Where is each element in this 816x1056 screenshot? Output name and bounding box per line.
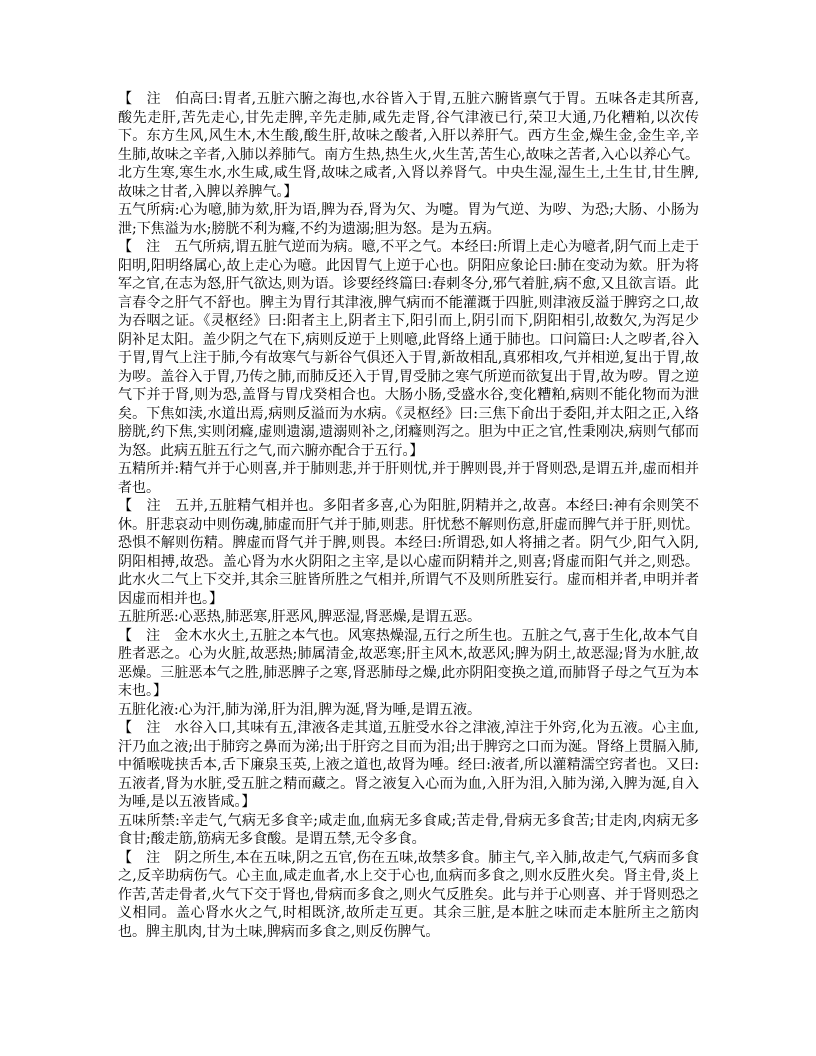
main-five-zang-fluids: 五脏化液:心为汗,肺为涕,肝为泪,脾为涎,肾为唾,是谓五液。 <box>118 701 481 718</box>
annotation-five-flavor-prohibitions: 【 注 阴之所生,本在五味,阴之五官,伤在五味,故禁多食。肺主气,辛入肺,故走气,气病而多食之,反辛助病伤气。心主血,咸走血者,水上交于心也,血病而多食之,则水反胜火矣。肾主骨,炎上作苦,苦走骨者,火气下交于肾也,骨病而多食之,则火气反胜矣。此与并于心则喜、并于肾则恐之义相同。盖心肾水火之气,时相既济,故所走互更。其余三脏,是本脏之味而走本脏所主之筋肉也。脾主肌肉,甘为土味,脾病而多食之,则反伤脾气。 <box>118 849 699 940</box>
annotation-five-zang-fluids: 【 注 水谷入口,其味有五,津液各走其道,五脏受水谷之津液,淖注于外窍,化为五液。心主血,汗乃血之液;出于肺窍之鼻而为涕;出于肝窍之目而为泪;出于脾窍之口而为涎。肾络上贯膈入肺,中循喉咙挟舌本,舌下廉泉玉英,上液之道也,故肾为唾。经曰:液者,所以灌精濡空窍者也。又曰:五液者,肾为水脏,受五脏之精而藏之。肾之液复入心而为血,入肝为泪,入肺为涕,入脾为涎,自入为唾,是以五液皆咸。】 <box>118 720 699 810</box>
annotation-five-essences-converge: 【 注 五并,五脏精气相并也。多阳者多喜,心为阳脏,阴精并之,故喜。本经曰:神有余则笑不休。肝悲哀动中则伤魂,肺虚而肝气并于肺,则悲。肝忧愁不解则伤意,肝虚而脾气并于肝,则忧。恐惧不解则伤精。脾虚而肾气并于脾,则畏。本经曰:所谓恐,如人将捕之者。阴气少,阳气入阴,阴阳相搏,故恐。盖心肾为水火阴阳之主宰,是以心虚而阴精并之,则喜;肾虚而阳气并之,则恐。此水火二气上下交并,其余三脏皆所胜之气相并,所谓气不及则所胜妄行。虚而相并者,申明并者因虚而相并也。】 <box>118 498 699 607</box>
annotation-five-qi-diseases: 【 注 五气所病,谓五脏气逆而为病。噫,不平之气。本经曰:所谓上走心为噫者,阴气而上走于阳明,阳明络属心,故上走心为噫。此因胃气上逆于心也。阴阳应象论曰:肺在变动为欬。肝为将军之官,在志为怒,肝气欲达,则为语。诊要经终篇曰:春刺冬分,邪气着脏,病不愈,又且欲言语。此言春令之肝气不舒也。脾主为胃行其津液,脾气病而不能灌溉于四脏,则津液反溢于脾窍之口,故为吞咽之证。《灵枢经》曰:阳者主上,阴者主下,阳引而上,阴引而下,阴阳相引,故数欠,为泻足少阴补足太阳。盖少阴之气在下,病则反逆于上则噫,此肾络上通于肺也。口问篇曰:人之哕者,谷入于胃,胃气上注于肺,今有故寒气与新谷气俱还入于胃,新故相乱,真邪相攻,气并相逆,复出于胃,故为哕。盖谷入于胃,乃传之肺,而肺反还入于胃,胃受肺之寒气所逆而欲复出于胃,故为哕。胃之逆气下并于肾,则为恐,盖肾与胃戊癸相合也。大肠小肠,受盛水谷,变化糟粕,病则不能化物而为泄矣。下焦如渎,水道出焉,病则反溢而为水病。《灵枢经》曰:三焦下俞出于委阳,并太阳之正,入络膀胱,约下焦,实则闭癃,虚则遗溺,遗溺则补之,闭癃则泻之。胆为中正之官,性秉刚决,病则气郁而为怒。此病五脏五行之气,而六腑亦配合于五行。】 <box>118 239 699 459</box>
main-five-flavor-prohibitions: 五味所禁:辛走气,气病无多食辛;咸走血,血病无多食咸;苦走骨,骨病无多食苦;甘走肉,肉病无多食甘;酸走筋,筋病无多食酸。是谓五禁,无令多食。 <box>118 812 699 847</box>
main-five-qi-diseases: 五气所病:心为噫,肺为欬,肝为语,脾为吞,肾为欠、为嚏。胃为气逆、为哕、为恐;大肠、小肠为泄;下焦溢为水;膀胱不利为癃,不约为遗溺;胆为怒。是为五病。 <box>118 202 699 237</box>
main-five-zang-aversions: 五脏所恶:心恶热,肺恶寒,肝恶风,脾恶湿,肾恶燥,是谓五恶。 <box>118 609 481 625</box>
annotation-five-flavors-entry: 【 注 伯高曰:胃者,五脏六腑之海也,水谷皆入于胃,五脏六腑皆禀气于胃。五味各走其所喜,酸先走肝,苦先走心,甘先走脾,辛先走肺,咸先走肾,谷气津液已行,荣卫大通,乃化糟粕,以次传下。东方生风,风生木,木生酸,酸生肝,故味之酸者,入肝以养肝气。西方生金,燥生金,金生辛,辛生肺,故味之辛者,入肺以养肺气。南方生热,热生火,火生苦,苦生心,故味之苦者,入心以养心气。北方生寒,寒生水,水生咸,咸生肾,故味之咸者,入肾以养肾气。中央生湿,湿生土,土生甘,甘生脾,故味之甘者,入脾以养脾气。】 <box>118 91 699 200</box>
document-body <box>118 90 699 941</box>
main-five-essences-converge: 五精所并:精气并于心则喜,并于肺则悲,并于肝则忧,并于脾则畏,并于肾则恐,是谓五并,虚而相并者也。 <box>118 461 699 496</box>
annotation-five-zang-aversions: 【 注 金木水火土,五脏之本气也。风寒热燥湿,五行之所生也。五脏之气,喜于生化,故本气自胜者恶之。心为火脏,故恶热;肺属清金,故恶寒;肝主风木,故恶风;脾为阴土,故恶湿;肾为水脏,故恶燥。三脏恶本气之胜,肺恶脾子之寒,肾恶肺母之燥,此亦阴阳变换之道,而肺肾子母之气互为本末也。】 <box>118 627 699 699</box>
